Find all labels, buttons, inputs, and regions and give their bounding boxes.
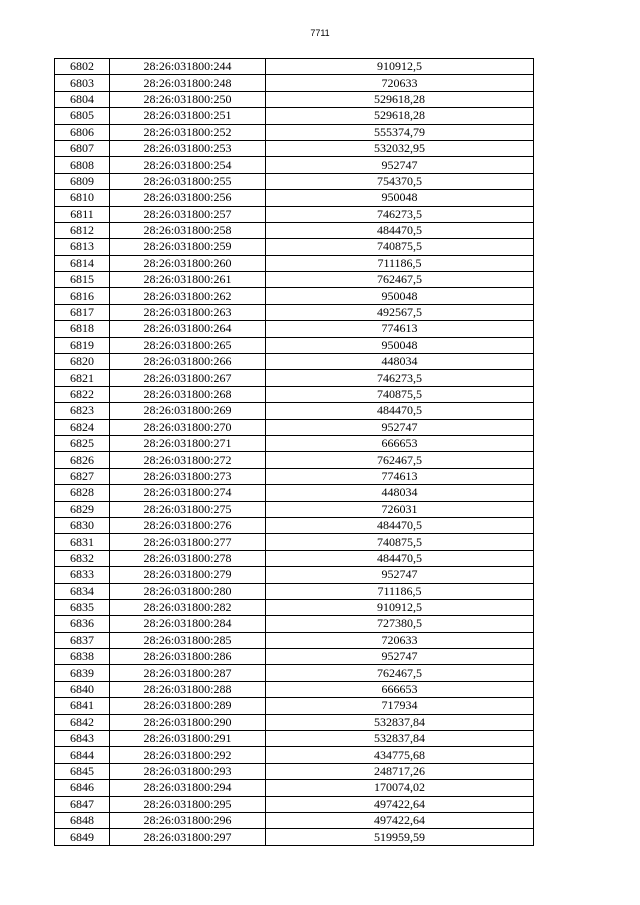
table-row [55, 354, 534, 370]
table-row [55, 370, 534, 386]
row-number-cell: 6839 [55, 665, 110, 681]
cadastral-value-cell: 484470,5 [266, 517, 534, 533]
cadastral-value-cell: 720633 [266, 75, 534, 91]
cadastral-value-cell: 950048 [266, 190, 534, 206]
cadastral-number-cell: 28:26:031800:273 [110, 468, 266, 484]
table-row [55, 583, 534, 599]
cadastral-number-cell: 28:26:031800:275 [110, 501, 266, 517]
table-row [55, 714, 534, 730]
table-row [55, 91, 534, 107]
table-row [55, 140, 534, 156]
table-row [55, 59, 534, 75]
cadastral-number-cell: 28:26:031800:293 [110, 763, 266, 779]
cadastral-number-cell: 28:26:031800:271 [110, 435, 266, 451]
table-body [55, 59, 534, 846]
row-number-cell: 6814 [55, 255, 110, 271]
cadastral-value-table [54, 58, 534, 846]
table-row [55, 190, 534, 206]
cadastral-value-cell: 774613 [266, 468, 534, 484]
cadastral-number-cell: 28:26:031800:260 [110, 255, 266, 271]
cadastral-number-cell: 28:26:031800:296 [110, 812, 266, 828]
cadastral-number-cell: 28:26:031800:265 [110, 337, 266, 353]
row-number-cell: 6841 [55, 698, 110, 714]
cadastral-value-cell: 448034 [266, 485, 534, 501]
row-number-cell: 6837 [55, 632, 110, 648]
table-row [55, 157, 534, 173]
cadastral-number-cell: 28:26:031800:261 [110, 272, 266, 288]
cadastral-value-cell: 952747 [266, 567, 534, 583]
cadastral-value-cell: 532032,95 [266, 140, 534, 156]
row-number-cell: 6817 [55, 304, 110, 320]
row-number-cell: 6842 [55, 714, 110, 730]
row-number-cell: 6821 [55, 370, 110, 386]
table-row [55, 681, 534, 697]
row-number-cell: 6827 [55, 468, 110, 484]
cadastral-number-cell: 28:26:031800:269 [110, 403, 266, 419]
table-row [55, 698, 534, 714]
row-number-cell: 6822 [55, 386, 110, 402]
cadastral-value-cell: 910912,5 [266, 59, 534, 75]
row-number-cell: 6845 [55, 763, 110, 779]
table-row [55, 403, 534, 419]
row-number-cell: 6840 [55, 681, 110, 697]
cadastral-value-cell: 532837,84 [266, 714, 534, 730]
table-row [55, 731, 534, 747]
cadastral-number-cell: 28:26:031800:297 [110, 829, 266, 845]
table-row [55, 616, 534, 632]
row-number-cell: 6826 [55, 452, 110, 468]
cadastral-value-cell: 170074,02 [266, 780, 534, 796]
cadastral-value-cell: 726031 [266, 501, 534, 517]
cadastral-number-cell: 28:26:031800:257 [110, 206, 266, 222]
cadastral-value-cell: 952747 [266, 419, 534, 435]
row-number-cell: 6828 [55, 485, 110, 501]
cadastral-number-cell: 28:26:031800:294 [110, 780, 266, 796]
table-row [55, 124, 534, 140]
cadastral-value-cell: 754370,5 [266, 173, 534, 189]
row-number-cell: 6810 [55, 190, 110, 206]
cadastral-value-cell: 762467,5 [266, 665, 534, 681]
cadastral-number-cell: 28:26:031800:258 [110, 222, 266, 238]
cadastral-number-cell: 28:26:031800:252 [110, 124, 266, 140]
cadastral-number-cell: 28:26:031800:248 [110, 75, 266, 91]
cadastral-value-cell: 666653 [266, 681, 534, 697]
cadastral-number-cell: 28:26:031800:282 [110, 599, 266, 615]
table-row [55, 763, 534, 779]
cadastral-value-cell: 952747 [266, 649, 534, 665]
row-number-cell: 6838 [55, 649, 110, 665]
cadastral-number-cell: 28:26:031800:268 [110, 386, 266, 402]
table-row [55, 435, 534, 451]
table-row [55, 747, 534, 763]
cadastral-value-cell: 774613 [266, 321, 534, 337]
cadastral-number-cell: 28:26:031800:285 [110, 632, 266, 648]
table-row [55, 452, 534, 468]
table-row [55, 255, 534, 271]
cadastral-value-cell: 740875,5 [266, 239, 534, 255]
cadastral-value-cell: 950048 [266, 337, 534, 353]
row-number-cell: 6846 [55, 780, 110, 796]
cadastral-value-cell: 720633 [266, 632, 534, 648]
row-number-cell: 6802 [55, 59, 110, 75]
table-row [55, 829, 534, 845]
row-number-cell: 6849 [55, 829, 110, 845]
table-row [55, 812, 534, 828]
cadastral-number-cell: 28:26:031800:256 [110, 190, 266, 206]
cadastral-value-cell: 711186,5 [266, 255, 534, 271]
row-number-cell: 6819 [55, 337, 110, 353]
table-row [55, 534, 534, 550]
cadastral-value-cell: 248717,26 [266, 763, 534, 779]
table-row [55, 485, 534, 501]
cadastral-value-cell: 711186,5 [266, 583, 534, 599]
cadastral-value-cell: 529618,28 [266, 108, 534, 124]
row-number-cell: 6812 [55, 222, 110, 238]
row-number-cell: 6815 [55, 272, 110, 288]
table-row [55, 501, 534, 517]
row-number-cell: 6829 [55, 501, 110, 517]
cadastral-number-cell: 28:26:031800:286 [110, 649, 266, 665]
cadastral-number-cell: 28:26:031800:266 [110, 354, 266, 370]
row-number-cell: 6807 [55, 140, 110, 156]
cadastral-number-cell: 28:26:031800:295 [110, 796, 266, 812]
cadastral-number-cell: 28:26:031800:289 [110, 698, 266, 714]
row-number-cell: 6803 [55, 75, 110, 91]
cadastral-value-cell: 762467,5 [266, 452, 534, 468]
row-number-cell: 6806 [55, 124, 110, 140]
cadastral-value-cell: 950048 [266, 288, 534, 304]
row-number-cell: 6844 [55, 747, 110, 763]
table-row [55, 649, 534, 665]
row-number-cell: 6809 [55, 173, 110, 189]
table-row [55, 665, 534, 681]
cadastral-number-cell: 28:26:031800:250 [110, 91, 266, 107]
row-number-cell: 6835 [55, 599, 110, 615]
cadastral-number-cell: 28:26:031800:244 [110, 59, 266, 75]
cadastral-value-cell: 555374,79 [266, 124, 534, 140]
cadastral-number-cell: 28:26:031800:284 [110, 616, 266, 632]
cadastral-number-cell: 28:26:031800:272 [110, 452, 266, 468]
cadastral-number-cell: 28:26:031800:290 [110, 714, 266, 730]
cadastral-number-cell: 28:26:031800:274 [110, 485, 266, 501]
cadastral-value-cell: 484470,5 [266, 550, 534, 566]
cadastral-number-cell: 28:26:031800:254 [110, 157, 266, 173]
table-row [55, 272, 534, 288]
cadastral-number-cell: 28:26:031800:253 [110, 140, 266, 156]
cadastral-value-cell: 532837,84 [266, 731, 534, 747]
row-number-cell: 6834 [55, 583, 110, 599]
cadastral-value-cell: 746273,5 [266, 370, 534, 386]
row-number-cell: 6832 [55, 550, 110, 566]
cadastral-number-cell: 28:26:031800:262 [110, 288, 266, 304]
row-number-cell: 6836 [55, 616, 110, 632]
row-number-cell: 6843 [55, 731, 110, 747]
cadastral-number-cell: 28:26:031800:263 [110, 304, 266, 320]
cadastral-number-cell: 28:26:031800:288 [110, 681, 266, 697]
cadastral-number-cell: 28:26:031800:259 [110, 239, 266, 255]
cadastral-value-cell: 529618,28 [266, 91, 534, 107]
table-row [55, 419, 534, 435]
cadastral-value-cell: 666653 [266, 435, 534, 451]
cadastral-value-cell: 746273,5 [266, 206, 534, 222]
cadastral-value-cell: 740875,5 [266, 386, 534, 402]
row-number-cell: 6830 [55, 517, 110, 533]
table-row [55, 304, 534, 320]
cadastral-number-cell: 28:26:031800:255 [110, 173, 266, 189]
cadastral-value-cell: 717934 [266, 698, 534, 714]
table-row [55, 75, 534, 91]
row-number-cell: 6804 [55, 91, 110, 107]
row-number-cell: 6831 [55, 534, 110, 550]
cadastral-value-cell: 519959,59 [266, 829, 534, 845]
cadastral-number-cell: 28:26:031800:287 [110, 665, 266, 681]
cadastral-number-cell: 28:26:031800:264 [110, 321, 266, 337]
row-number-cell: 6825 [55, 435, 110, 451]
row-number-cell: 6813 [55, 239, 110, 255]
table-row [55, 239, 534, 255]
row-number-cell: 6805 [55, 108, 110, 124]
cadastral-number-cell: 28:26:031800:277 [110, 534, 266, 550]
cadastral-number-cell: 28:26:031800:270 [110, 419, 266, 435]
cadastral-value-cell: 448034 [266, 354, 534, 370]
table-row [55, 632, 534, 648]
table-row [55, 337, 534, 353]
cadastral-value-cell: 492567,5 [266, 304, 534, 320]
cadastral-number-cell: 28:26:031800:276 [110, 517, 266, 533]
table-row [55, 386, 534, 402]
table-row [55, 173, 534, 189]
row-number-cell: 6818 [55, 321, 110, 337]
cadastral-value-cell: 484470,5 [266, 403, 534, 419]
table-row [55, 550, 534, 566]
table-row [55, 222, 534, 238]
cadastral-value-cell: 434775,68 [266, 747, 534, 763]
cadastral-value-cell: 910912,5 [266, 599, 534, 615]
table-row [55, 206, 534, 222]
table-row [55, 288, 534, 304]
cadastral-value-cell: 484470,5 [266, 222, 534, 238]
cadastral-number-cell: 28:26:031800:280 [110, 583, 266, 599]
cadastral-value-cell: 762467,5 [266, 272, 534, 288]
row-number-cell: 6847 [55, 796, 110, 812]
row-number-cell: 6833 [55, 567, 110, 583]
cadastral-number-cell: 28:26:031800:279 [110, 567, 266, 583]
table-row [55, 780, 534, 796]
row-number-cell: 6823 [55, 403, 110, 419]
cadastral-value-cell: 727380,5 [266, 616, 534, 632]
cadastral-number-cell: 28:26:031800:267 [110, 370, 266, 386]
table-row [55, 517, 534, 533]
row-number-cell: 6808 [55, 157, 110, 173]
cadastral-number-cell: 28:26:031800:292 [110, 747, 266, 763]
table-row [55, 468, 534, 484]
cadastral-value-cell: 740875,5 [266, 534, 534, 550]
cadastral-value-cell: 497422,64 [266, 812, 534, 828]
page-number: 7711 [310, 28, 330, 38]
cadastral-value-cell: 497422,64 [266, 796, 534, 812]
cadastral-number-cell: 28:26:031800:251 [110, 108, 266, 124]
row-number-cell: 6848 [55, 812, 110, 828]
row-number-cell: 6820 [55, 354, 110, 370]
cadastral-number-cell: 28:26:031800:278 [110, 550, 266, 566]
table-row [55, 108, 534, 124]
table-row [55, 321, 534, 337]
cadastral-number-cell: 28:26:031800:291 [110, 731, 266, 747]
cadastral-value-cell: 952747 [266, 157, 534, 173]
row-number-cell: 6811 [55, 206, 110, 222]
row-number-cell: 6816 [55, 288, 110, 304]
table-row [55, 599, 534, 615]
row-number-cell: 6824 [55, 419, 110, 435]
table-row [55, 567, 534, 583]
table-row [55, 796, 534, 812]
